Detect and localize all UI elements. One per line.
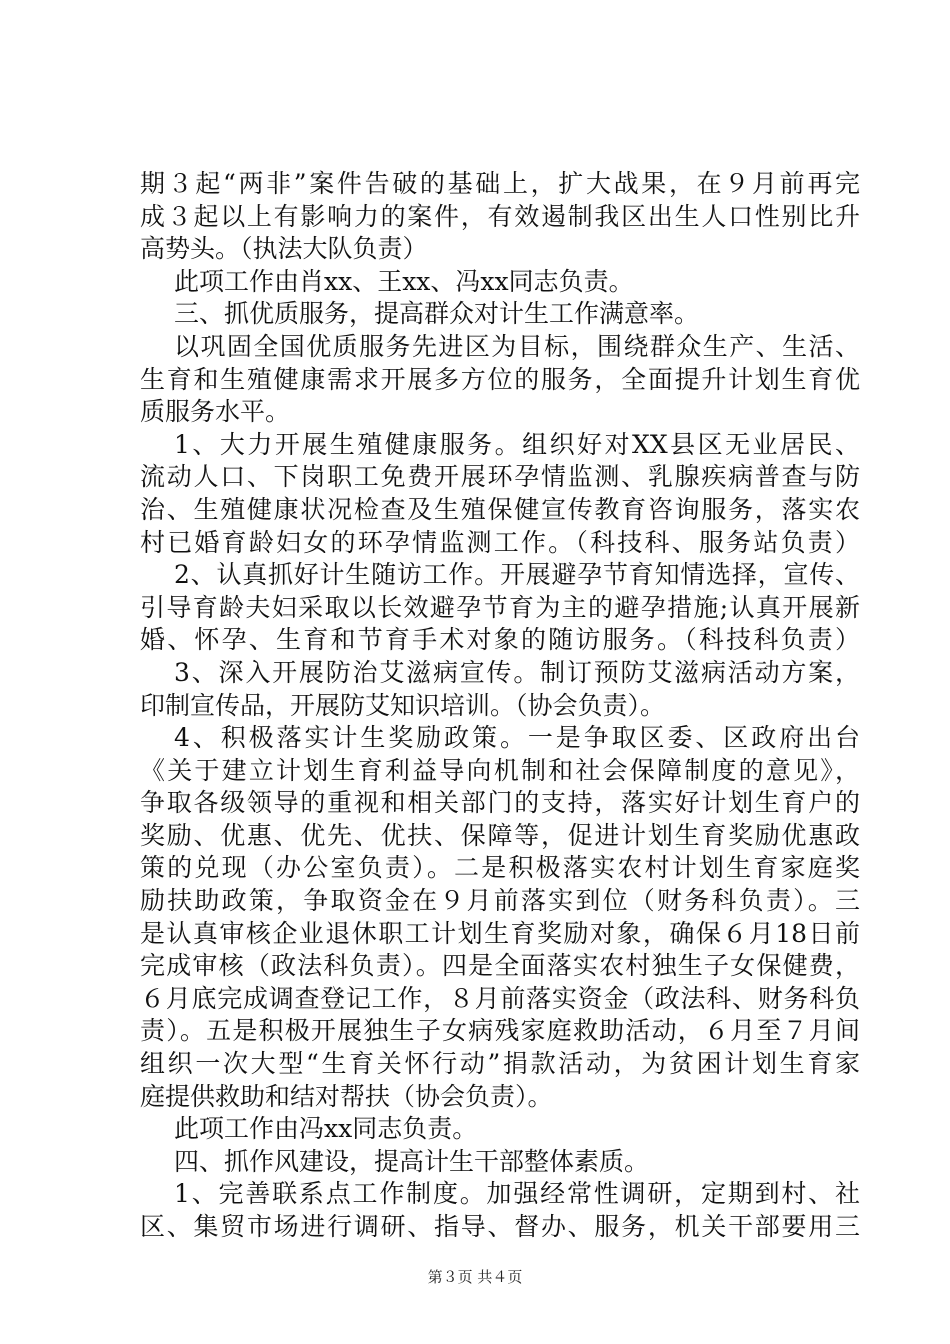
text-line: 是认真审核企业退休职工计划生育奖励对象，确保６月18日前	[140, 918, 860, 948]
text-line: 区、集贸市场进行调研、指导、督办、服务，机关干部要用三	[140, 1212, 860, 1241]
text-line: 以巩固全国优质服务先进区为目标，围绕群众生产、生活、	[174, 331, 860, 361]
text-line: 婚、怀孕、生育和节育手术对象的随访服务。（科技科负责）	[140, 625, 860, 655]
text-line: 庭提供救助和结对帮扶（协会负责）。	[140, 1081, 553, 1111]
text-line: 引导育龄夫妇采取以长效避孕节育为主的避孕措施;认真开展新	[140, 592, 860, 622]
text-line: 成３起以上有影响力的案件，有效遏制我区出生人口性别比升	[140, 201, 860, 231]
text-line: 此项工作由肖xx、王xx、冯xx同志负责。	[174, 266, 634, 296]
text-line: 责）。五是积极开展独生子女病残家庭救助活动，６月至７月间	[140, 1016, 860, 1046]
text-line: 质服务水平。	[140, 397, 291, 427]
text-line: 《关于建立计划生育利益导向机制和社会保障制度的意见》，	[140, 755, 860, 785]
document-body	[140, 168, 860, 1244]
text-line: 期３起“两非”案件告破的基础上，扩大战果，在９月前再完	[140, 169, 860, 198]
text-line: 励扶助政策，争取资金在９月前落实到位（财务科负责）。三	[140, 886, 860, 916]
text-line: 四、抓作风建设，提高计生干部整体素质。	[174, 1146, 650, 1176]
page-footer: 第３页 共４页	[427, 1268, 523, 1286]
text-line: 1、完善联系点工作制度。加强经常性调研，定期到村、社	[174, 1179, 860, 1209]
text-line: 组织一次大型“生育关怀行动”捐款活动，为贫困计划生育家	[140, 1049, 860, 1079]
text-line: 4、积极落实计生奖励政策。一是争取区委、区政府出台	[174, 723, 860, 753]
text-line: 3、深入开展防治艾滋病宣传。制订预防艾滋病活动方案，	[174, 657, 860, 687]
text-line: 奖励、优惠、优先、优扶、保障等，促进计划生育奖励优惠政	[140, 820, 860, 850]
text-line: 此项工作由冯xx同志负责。	[174, 1114, 478, 1144]
text-line: 争取各级领导的重视和相关部门的支持，落实好计划生育户的	[140, 788, 860, 818]
text-line: 生育和生殖健康需求开展多方位的服务，全面提升计划生育优	[140, 364, 860, 394]
text-line: 治、生殖健康状况检查及生殖保健宣传教育咨询服务，落实农	[140, 494, 860, 524]
text-line: 高势头。（执法大队负责）	[140, 234, 428, 264]
text-line: 村已婚育龄妇女的环孕情监测工作。（科技科、服务站负责）	[140, 527, 860, 557]
text-line: 流动人口、下岗职工免费开展环孕情监测、乳腺疾病普查与防	[140, 462, 860, 492]
text-line: 完成审核（政法科负责）。四是全面落实农村独生子女保健费，	[140, 951, 860, 981]
text-line: 印制宣传品，开展防艾知识培训。（协会负责）。	[140, 690, 666, 720]
text-line: 2、认真抓好计生随访工作。开展避孕节育知情选择，宣传、	[174, 560, 860, 590]
text-line: ６月底完成调查登记工作，８月前落实资金（政法科、财务科负	[140, 983, 860, 1013]
text-line: 三、抓优质服务，提高群众对计生工作满意率。	[174, 299, 700, 329]
text-line: 策的兑现（办公室负责）。二是积极落实农村计划生育家庭奖	[140, 853, 860, 883]
text-line: 1、大力开展生殖健康服务。组织好对XX县区无业居民、	[174, 429, 860, 459]
